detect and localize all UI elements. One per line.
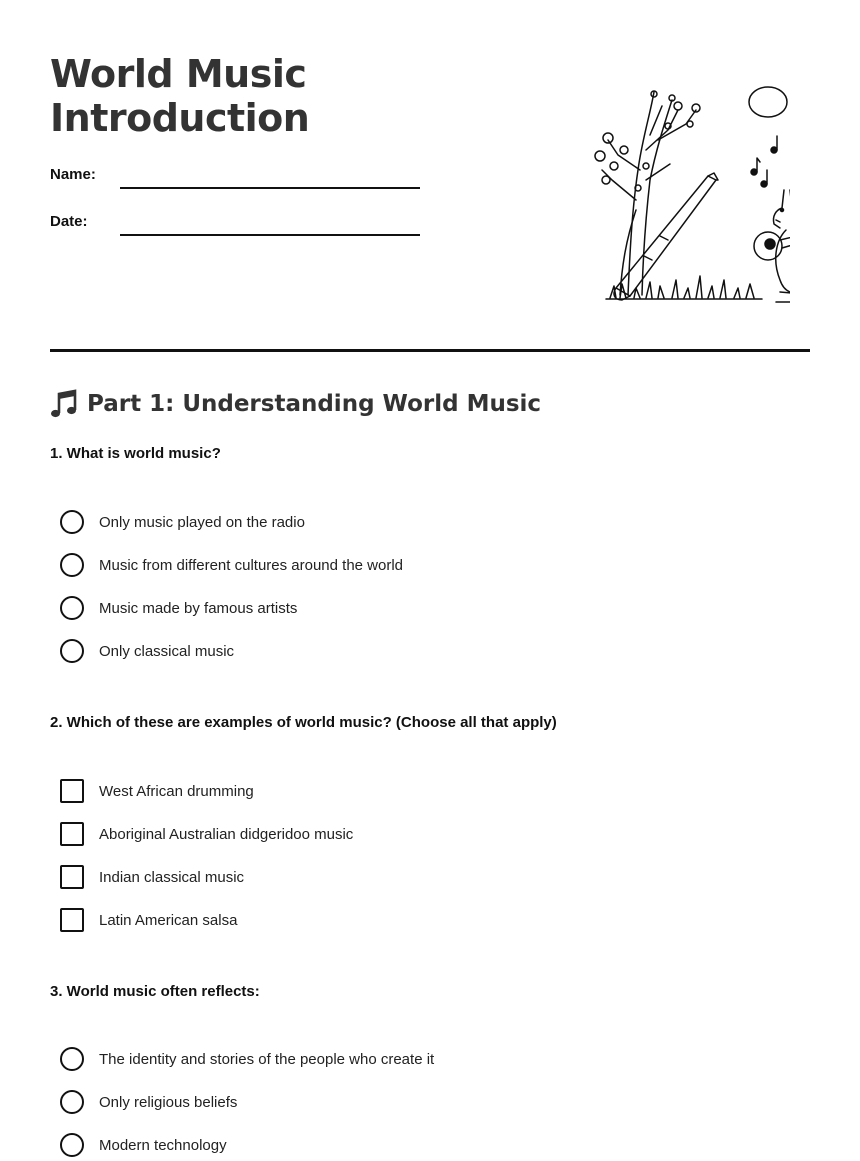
radio-button[interactable] [60, 1090, 84, 1114]
option-label: West African drumming [99, 782, 254, 800]
question-1-option-2[interactable] [60, 550, 403, 580]
name-field-row [50, 162, 420, 192]
question-1-option-4[interactable] [60, 636, 234, 666]
option-label: Only music played on the radio [99, 513, 305, 531]
radio-button[interactable] [60, 1047, 84, 1071]
header-divider [50, 349, 810, 352]
question-3-option-3[interactable] [60, 1130, 227, 1160]
date-field-row [50, 209, 420, 239]
question-3-text: 3. World music often reflects: [50, 983, 260, 1000]
option-label: The identity and stories of the people who create it [99, 1050, 435, 1068]
name-field[interactable] [120, 187, 420, 189]
option-label: Aboriginal Australian didgeridoo music [99, 825, 354, 843]
radio-button[interactable] [60, 553, 84, 577]
option-label: Indian classical music [99, 868, 245, 886]
page-title-line-1: World Music [50, 52, 307, 96]
radio-button[interactable] [60, 510, 84, 534]
checkbox[interactable] [60, 779, 84, 803]
page-title [50, 52, 309, 140]
tree-didgeridoo-kangaroo-guitar-icon [550, 80, 790, 305]
date-label: Date: [50, 213, 88, 230]
question-1-option-3[interactable] [60, 593, 297, 623]
option-label: Music from different cultures around the world [99, 556, 404, 574]
worksheet-header [50, 0, 810, 352]
option-label: Music made by famous artists [99, 599, 298, 617]
name-label: Name: [50, 166, 96, 183]
radio-button[interactable] [60, 1133, 84, 1157]
radio-button[interactable] [60, 596, 84, 620]
question-1-option-1[interactable] [60, 507, 305, 537]
question-1-text: 1. What is world music? [50, 445, 221, 462]
radio-button[interactable] [60, 639, 84, 663]
option-label: Latin American salsa [99, 911, 238, 929]
question-3-option-1[interactable] [60, 1044, 434, 1074]
checkbox[interactable] [60, 908, 84, 932]
music-note-icon [50, 389, 78, 419]
part-1-title-text: Part 1: Understanding World Music [87, 391, 542, 417]
checkbox[interactable] [60, 865, 84, 889]
option-label: Modern technology [99, 1136, 227, 1154]
question-3-option-2[interactable] [60, 1087, 237, 1117]
worksheet-page [50, 0, 810, 1161]
page-title-line-2: Introduction [50, 96, 310, 140]
date-field[interactable] [120, 234, 420, 236]
checkbox[interactable] [60, 822, 84, 846]
question-2-option-2[interactable] [60, 819, 353, 849]
question-2-option-1[interactable] [60, 776, 254, 806]
option-label: Only classical music [99, 642, 235, 660]
question-2-option-4[interactable] [60, 905, 237, 935]
question-2-text: 2. Which of these are examples of world music? (Choose all that apply) [50, 714, 557, 731]
question-2-option-3[interactable] [60, 862, 244, 892]
option-label: Only religious beliefs [99, 1093, 238, 1111]
part-1-title [50, 386, 541, 422]
